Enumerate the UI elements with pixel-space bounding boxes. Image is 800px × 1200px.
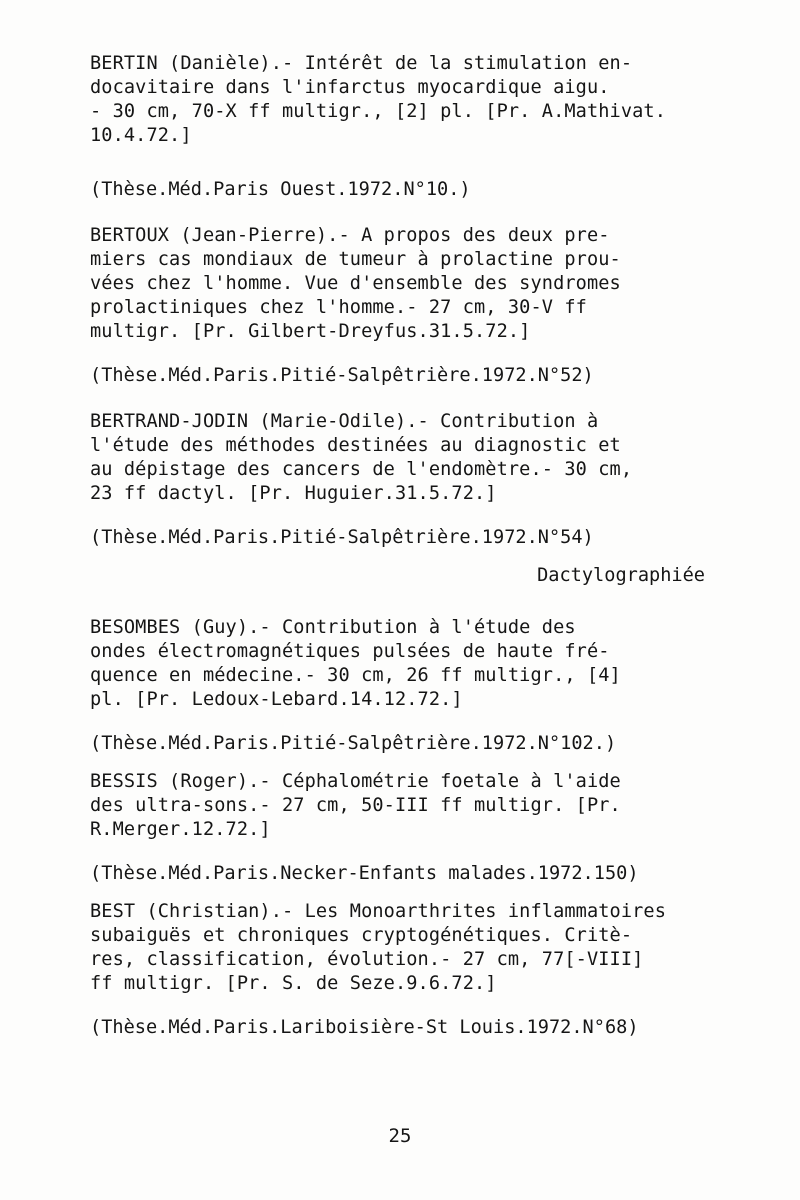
entry-bertin <box>90 52 704 202</box>
entry-line: ondes électromagnétiques pulsées de haute fré- <box>90 641 610 662</box>
entry-line: - 30 cm, 70-X ff multigr., [2] pl. [Pr. A.Mathivat. <box>90 101 667 122</box>
entry-line: quence en médecine.- 30 cm, 26 ff multigr., [4] <box>90 665 621 686</box>
thesis-reference: (Thèse.Méd.Paris.Pitié-Salpêtrière.1972.N°102.) <box>90 733 617 754</box>
entry-line: prolactiniques chez l'homme.- 27 cm, 30-V ff <box>90 297 587 318</box>
entry-line: res, classification, évolution.- 27 cm, 77[-VIII] <box>90 949 644 970</box>
entry-line: BERTRAND-JODIN (Marie-Odile).- Contribution à <box>90 411 599 432</box>
entry-line: BERTOUX (Jean-Pierre).- A propos des deux pre- <box>90 225 610 246</box>
entry-besombes <box>90 616 704 756</box>
typescript-note: Dactylographiée <box>537 565 705 586</box>
entry-line: BESSIS (Roger).- Céphalométrie foetale à l'aide <box>90 771 621 792</box>
entry-line: subaiguës et chroniques cryptogénétiques. Critè- <box>90 925 633 946</box>
entry-line: pl. [Pr. Ledoux-Lebard.14.12.72.] <box>90 689 463 710</box>
thesis-reference: (Thèse.Méd.Paris.Necker-Enfants malades.1972.150) <box>90 863 639 884</box>
thesis-reference: (Thèse.Méd.Paris.Pitié-Salpêtrière.1972.N°54) <box>90 527 594 548</box>
entry-line: ff multigr. [Pr. S. de Seze.9.6.72.] <box>90 973 497 994</box>
entry-line: 23 ff dactyl. [Pr. Huguier.31.5.72.] <box>90 483 497 504</box>
entry-line: docavitaire dans l'infarctus myocardique aigu. <box>90 77 610 98</box>
entry-line: miers cas mondiaux de tumeur à prolactine prou- <box>90 249 621 270</box>
thesis-reference: (Thèse.Méd.Paris Ouest.1972.N°10.) <box>90 179 471 200</box>
entry-best <box>90 900 704 1040</box>
thesis-reference: (Thèse.Méd.Paris.Pitié-Salpêtrière.1972.N°52) <box>90 365 594 386</box>
entry-line: vées chez l'homme. Vue d'ensemble des syndromes <box>90 273 621 294</box>
entry-line: BEST (Christian).- Les Monoarthrites inflammatoires <box>90 901 667 922</box>
entry-bessis <box>90 770 704 886</box>
entry-line: l'étude des méthodes destinées au diagnostic et <box>90 435 621 456</box>
entry-bertrand-jodin <box>90 410 704 588</box>
entry-line: 10.4.72.] <box>90 125 192 146</box>
entry-line: R.Merger.12.72.] <box>90 819 271 840</box>
entry-line: au dépistage des cancers de l'endomètre.- 30 cm, <box>90 459 633 480</box>
thesis-reference: (Thèse.Méd.Paris.Lariboisière-St Louis.1972.N°68) <box>90 1017 639 1038</box>
entry-line: des ultra-sons.- 27 cm, 50-III ff multigr. [Pr. <box>90 795 621 816</box>
entry-line: multigr. [Pr. Gilbert-Dreyfus.31.5.72.] <box>90 321 531 342</box>
entry-line: BESOMBES (Guy).- Contribution à l'étude des <box>90 617 576 638</box>
entry-bertoux <box>90 224 704 388</box>
entry-line: BERTIN (Danièle).- Intérêt de la stimulation en- <box>90 53 633 74</box>
page-number: 25 <box>388 1125 412 1147</box>
